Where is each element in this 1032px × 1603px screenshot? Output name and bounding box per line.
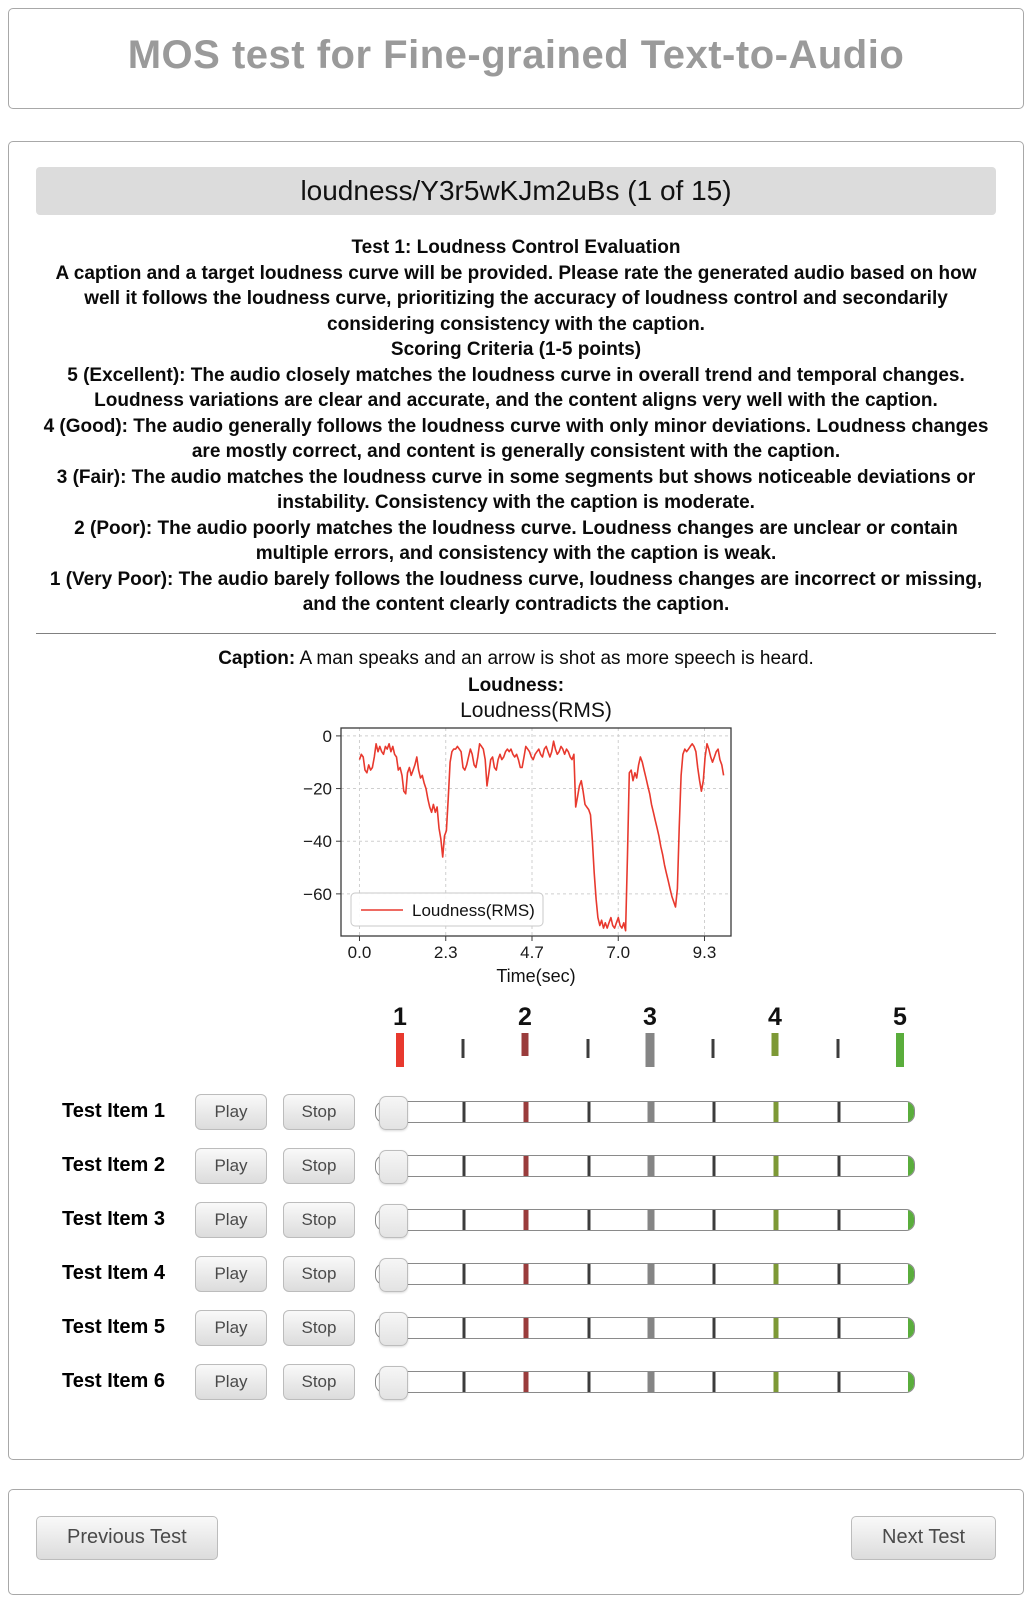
- svg-text:4.7: 4.7: [520, 942, 544, 962]
- slider-minor-tick: [462, 1156, 465, 1176]
- slider-tick-5: [908, 1318, 914, 1338]
- slider-tick-3: [648, 1318, 655, 1338]
- slider-minor-tick: [462, 1210, 465, 1230]
- slider-minor-tick: [462, 1318, 465, 1338]
- slider-minor-tick: [837, 1264, 840, 1284]
- slider-minor-tick: [587, 1102, 590, 1122]
- slider-tick-4: [774, 1102, 779, 1122]
- slider-thumb[interactable]: [379, 1096, 408, 1130]
- svg-text:−60: −60: [303, 884, 332, 904]
- slider-tick-5: [908, 1210, 914, 1230]
- scale-tick-3: [646, 1033, 655, 1067]
- slider-tick-3: [648, 1264, 655, 1284]
- stop-button[interactable]: Stop: [283, 1256, 355, 1292]
- scale-minor-tick: [586, 1039, 589, 1058]
- slider-minor-tick: [587, 1372, 590, 1392]
- test-item-label: Test Item 4: [62, 1262, 165, 1284]
- slider-minor-tick: [587, 1318, 590, 1338]
- instruction-line: 5 (Excellent): The audio closely matches the loudness curve in overall trend and temporal changes. Loudness variations are clear and accurate, and the content aligns very well with the caption.: [67, 364, 965, 411]
- caption-label: Caption:: [218, 647, 296, 669]
- slider-thumb[interactable]: [379, 1150, 408, 1184]
- svg-text:2.3: 2.3: [433, 942, 458, 962]
- chart-title: Loudness(RMS): [460, 699, 612, 722]
- stop-button[interactable]: Stop: [283, 1310, 355, 1346]
- instruction-line: 3 (Fair): The audio matches the loudness curve in some segments but shows noticeable deviations or instability. Consistency with the caption is moderate.: [56, 466, 976, 513]
- test-card: [8, 141, 1024, 1460]
- slider-track[interactable]: [375, 1371, 915, 1393]
- scale-minor-tick: [711, 1039, 714, 1058]
- stop-button[interactable]: Stop: [283, 1148, 355, 1184]
- rating-slider[interactable]: [375, 1149, 915, 1183]
- slider-tick-5: [908, 1264, 914, 1284]
- slider-track[interactable]: [375, 1155, 915, 1177]
- slider-minor-tick: [462, 1102, 465, 1122]
- slider-minor-tick: [837, 1102, 840, 1122]
- slider-minor-tick: [587, 1210, 590, 1230]
- rating-slider[interactable]: [375, 1095, 915, 1129]
- header-card: [8, 8, 1024, 109]
- slider-minor-tick: [462, 1372, 465, 1392]
- svg-text:−20: −20: [303, 779, 332, 799]
- test-item-row: [62, 1149, 996, 1183]
- next-test-button[interactable]: Next Test: [851, 1516, 996, 1560]
- slider-tick-2: [524, 1210, 529, 1230]
- stop-button[interactable]: Stop: [283, 1364, 355, 1400]
- slider-thumb[interactable]: [379, 1366, 408, 1400]
- svg-text:9.3: 9.3: [692, 942, 717, 962]
- slider-minor-tick: [837, 1210, 840, 1230]
- slider-tick-4: [774, 1372, 779, 1392]
- play-button[interactable]: Play: [195, 1256, 267, 1292]
- slider-minor-tick: [837, 1156, 840, 1176]
- slider-tick-4: [774, 1318, 779, 1338]
- loudness-label: Loudness:: [467, 674, 565, 696]
- slider-track[interactable]: [375, 1263, 915, 1285]
- slider-thumb[interactable]: [379, 1204, 408, 1238]
- stop-button[interactable]: Stop: [283, 1202, 355, 1238]
- divider: [36, 633, 996, 634]
- svg-text:7.0: 7.0: [606, 942, 631, 962]
- slider-track[interactable]: [375, 1209, 915, 1231]
- slider-tick-2: [524, 1318, 529, 1338]
- slider-tick-5: [908, 1102, 914, 1122]
- play-button[interactable]: Play: [195, 1310, 267, 1346]
- slider-tick-5: [908, 1372, 914, 1392]
- rating-slider[interactable]: [375, 1311, 915, 1345]
- svg-text:0: 0: [322, 726, 332, 746]
- slider-minor-tick: [712, 1318, 715, 1338]
- play-button[interactable]: Play: [195, 1148, 267, 1184]
- slider-tick-3: [648, 1102, 655, 1122]
- loudness-chart-svg: [291, 700, 741, 986]
- slider-minor-tick: [712, 1210, 715, 1230]
- slider-minor-tick: [712, 1156, 715, 1176]
- previous-test-button[interactable]: Previous Test: [36, 1516, 218, 1560]
- test-item-row: [62, 1311, 996, 1345]
- caption-line: [36, 646, 996, 671]
- slider-tick-3: [648, 1210, 655, 1230]
- slider-minor-tick: [587, 1264, 590, 1284]
- scale-number-5: 5: [893, 1002, 907, 1031]
- slider-tick-3: [648, 1372, 655, 1392]
- test-item-rows: [36, 1095, 996, 1399]
- test-item-label: Test Item 3: [62, 1208, 165, 1230]
- section-title: loudness/Y3r5wKJm2uBs (1 of 15): [36, 167, 996, 215]
- rating-slider[interactable]: [375, 1257, 915, 1291]
- scale-tick-1: [396, 1033, 404, 1067]
- caption-text: A man speaks and an arrow is shot as more speech is heard.: [299, 647, 814, 669]
- slider-minor-tick: [587, 1156, 590, 1176]
- play-button[interactable]: Play: [195, 1364, 267, 1400]
- slider-track[interactable]: [375, 1317, 915, 1339]
- scale-tick-5: [896, 1033, 904, 1067]
- chart-xlabel: Time(sec): [496, 965, 576, 986]
- slider-tick-5: [908, 1156, 914, 1176]
- rating-scale: [375, 1003, 915, 1069]
- test-item-row: [62, 1365, 996, 1399]
- instruction-line: 1 (Very Poor): The audio barely follows the loudness curve, loudness changes are incorrect or missing, and the content clearly contradicts the caption.: [49, 568, 983, 615]
- instruction-line: 2 (Poor): The audio poorly matches the loudness curve. Loudness changes are unclear or contain multiple errors, and consistency with the caption is weak.: [74, 517, 958, 564]
- svg-text:0.0: 0.0: [347, 942, 372, 962]
- slider-tick-4: [774, 1156, 779, 1176]
- slider-tick-2: [524, 1372, 529, 1392]
- scale-tick-4: [772, 1033, 779, 1056]
- instruction-line: Test 1: Loudness Control Evaluation: [351, 237, 681, 258]
- slider-minor-tick: [712, 1372, 715, 1392]
- test-item-row: [62, 1257, 996, 1291]
- instruction-line: 4 (Good): The audio generally follows the loudness curve with only minor deviations. Loudness changes are mostly correct, and content is generally consistent with the caption.: [43, 415, 989, 462]
- loudness-chart: [36, 700, 996, 991]
- test-item-label: Test Item 6: [62, 1370, 165, 1392]
- footer-card: [8, 1489, 1024, 1595]
- slider-tick-3: [648, 1156, 655, 1176]
- test-item-row: [62, 1095, 996, 1129]
- scale-number-1: 1: [393, 1002, 407, 1031]
- test-item-label: Test Item 5: [62, 1316, 165, 1338]
- slider-thumb[interactable]: [379, 1258, 408, 1292]
- svg-text:−40: −40: [303, 831, 332, 851]
- scale-number-3: 3: [643, 1002, 657, 1031]
- test-item-row: [62, 1203, 996, 1237]
- slider-minor-tick: [712, 1264, 715, 1284]
- slider-tick-2: [524, 1102, 529, 1122]
- slider-minor-tick: [462, 1264, 465, 1284]
- scale-tick-2: [522, 1033, 529, 1056]
- scale-number-2: 2: [518, 1002, 532, 1031]
- instruction-line: A caption and a target loudness curve will be provided. Please rate the generated audio based on how well it follows the loudness curve, prioritizing the accuracy of loudness control and secondarily considering consistency with the caption.: [55, 262, 977, 335]
- slider-tick-4: [774, 1264, 779, 1284]
- play-button[interactable]: Play: [195, 1094, 267, 1130]
- slider-tick-2: [524, 1156, 529, 1176]
- rating-slider[interactable]: [375, 1365, 915, 1399]
- scale-minor-tick: [461, 1039, 464, 1058]
- instruction-line: Scoring Criteria (1-5 points): [390, 339, 642, 360]
- slider-track[interactable]: [375, 1101, 915, 1123]
- test-item-label: Test Item 2: [62, 1154, 165, 1176]
- test-item-label: Test Item 1: [62, 1100, 165, 1122]
- slider-tick-2: [524, 1264, 529, 1284]
- stop-button[interactable]: Stop: [283, 1094, 355, 1130]
- chart-legend-label: Loudness(RMS): [412, 900, 535, 920]
- slider-minor-tick: [837, 1318, 840, 1338]
- slider-thumb[interactable]: [379, 1312, 408, 1346]
- scale-number-4: 4: [768, 1002, 782, 1031]
- page-title: MOS test for Fine-grained Text-to-Audio: [127, 33, 905, 77]
- slider-tick-4: [774, 1210, 779, 1230]
- slider-minor-tick: [712, 1102, 715, 1122]
- play-button[interactable]: Play: [195, 1202, 267, 1238]
- rating-slider[interactable]: [375, 1203, 915, 1237]
- instructions-block: [36, 235, 996, 618]
- scale-minor-tick: [836, 1039, 839, 1058]
- slider-minor-tick: [837, 1372, 840, 1392]
